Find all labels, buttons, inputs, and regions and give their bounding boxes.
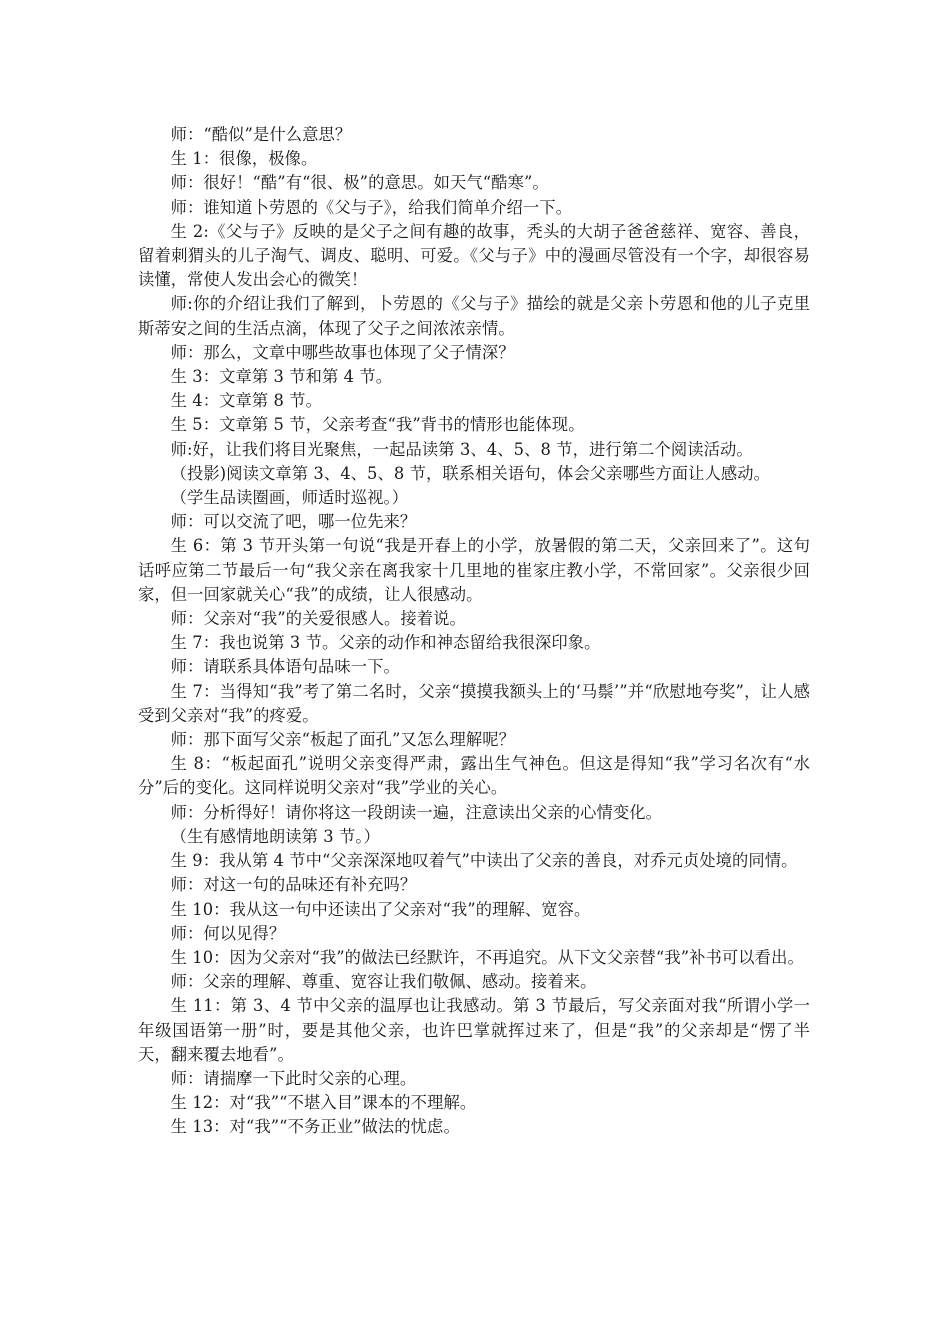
dialogue-line: 生 6：第 3 节开头第一句说“我是开春上的小学，放暑假的第二天，父亲回来了”。这句话呼应第二节最后一句“我父亲在离我家十几里地的崔家庄教小学，不常回家”。父亲很少回家，但一回家就关心“我”的成绩，让人很感动。 xyxy=(138,536,810,604)
dialogue-line: 师：请联系具体语句品味一下。 xyxy=(170,657,400,677)
dialogue-line: 师：谁知道卜劳恩的《父与子》，给我们简单介绍一下。 xyxy=(170,197,572,217)
dialogue-line: 师：何以见得？ xyxy=(170,923,286,943)
dialogue-line: 师：分析得好！请你将这一段朗读一遍，注意读出父亲的心情变化。 xyxy=(170,802,663,822)
dialogue-line: 师:你的介绍让我们了解到，卜劳恩的《父与子》描绘的就是父亲卜劳恩和他的儿子克里斯蒂安之间的生活点滴，体现了父子之间浓浓亲情。 xyxy=(138,294,810,338)
dialogue-line: 师：“酷似”是什么意思？ xyxy=(170,125,352,144)
dialogue-line: 生 3：文章第 3 节和第 4 节。 xyxy=(170,367,393,387)
dialogue-line: 生 8：“板起面孔”说明父亲变得严肃，露出生气神色。但这是得知“我”学习名次有“水分”后的变化。这同样说明父亲对“我”学业的关心。 xyxy=(138,754,810,798)
dialogue-line: 师:好，让我们将目光聚焦，一起品读第 3、4、5、8 节，进行第二个阅读活动。 xyxy=(170,439,753,459)
dialogue-line: 生 9：我从第 4 节中“父亲深深地叹着气”中读出了父亲的善良，对乔元贞处境的同情。 xyxy=(170,851,798,871)
dialogue-line: 生 5：文章第 5 节，父亲考查“我”背书的情形也能体现。 xyxy=(170,415,585,435)
dialogue-line: 生 7：我也说第 3 节。父亲的动作和神态留给我很深印象。 xyxy=(170,633,601,653)
dialogue-line: 师：那下面写父亲“板起了面孔”又怎么理解呢？ xyxy=(170,730,516,750)
dialogue-line: 师：可以交流了吧，哪一位先来？ xyxy=(170,512,417,532)
dialogue-line: 师：对这一句的品味还有补充吗？ xyxy=(170,875,417,895)
dialogue-line: 师：父亲的理解、尊重、宽容让我们敬佩、感动。接着来。 xyxy=(170,972,597,992)
dialogue-line: 生 10：因为父亲对“我”的做法已经默许，不再追究。从下文父亲替“我”补书可以看出。 xyxy=(170,947,804,967)
dialogue-line: 师：很好！“酷”有“很、极”的意思。如天气“酷寒”。 xyxy=(170,173,549,193)
dialogue-line: 生 11：第 3、4 节中父亲的温厚也让我感动。第 3 节最后，写父亲面对我“所谓小学一年级国语第一册”时，要是其他父亲，也许巴掌就挥过来了，但是“我”的父亲却是“愣了半天，翻来覆去地看”。 xyxy=(138,996,810,1064)
stage-direction: （学生品读圈画，师适时巡视。） xyxy=(170,488,409,508)
dialogue-line: 师：父亲对“我”的关爱很感人。接着说。 xyxy=(170,609,466,629)
dialogue-line: 生 4：文章第 8 节。 xyxy=(170,391,323,411)
dialogue-line: 生 12：对“我”“不堪入目”课本的不理解。 xyxy=(170,1093,477,1113)
dialogue-line: 生 7：当得知“我”考了第二名时，父亲“摸摸我额头上的‘马鬃’”并“欣慰地夸奖”，让人感受到父亲对“我”的疼爱。 xyxy=(138,681,810,725)
dialogue-line: 生 10：我从这一句中还读出了父亲对“我”的理解、宽容。 xyxy=(170,899,591,919)
dialogue-line: 师：请揣摩一下此时父亲的心理。 xyxy=(170,1068,417,1088)
stage-direction: （生有感情地朗读第 3 节。） xyxy=(170,826,381,846)
document-body xyxy=(138,123,810,1140)
dialogue-line: 生 2:《父与子》反映的是父子之间有趣的故事，秃头的大胡子爸爸慈祥、宽容、善良，留着刺猬头的儿子淘气、调皮、聪明、可爱。《父与子》中的漫画尽管没有一个字，却很容易读懂，常使人发出会心的微笑！ xyxy=(138,221,810,290)
dialogue-line: 生 13：对“我”“不务正业”做法的忧虑。 xyxy=(170,1117,460,1137)
dialogue-line: 生 1：很像，极像。 xyxy=(170,149,318,169)
dialogue-line: 师：那么，文章中哪些故事也体现了父子情深？ xyxy=(170,342,515,362)
stage-direction: （投影)阅读文章第 3、4、5、8 节，联系相关语句，体会父亲哪些方面让人感动。 xyxy=(170,463,771,483)
